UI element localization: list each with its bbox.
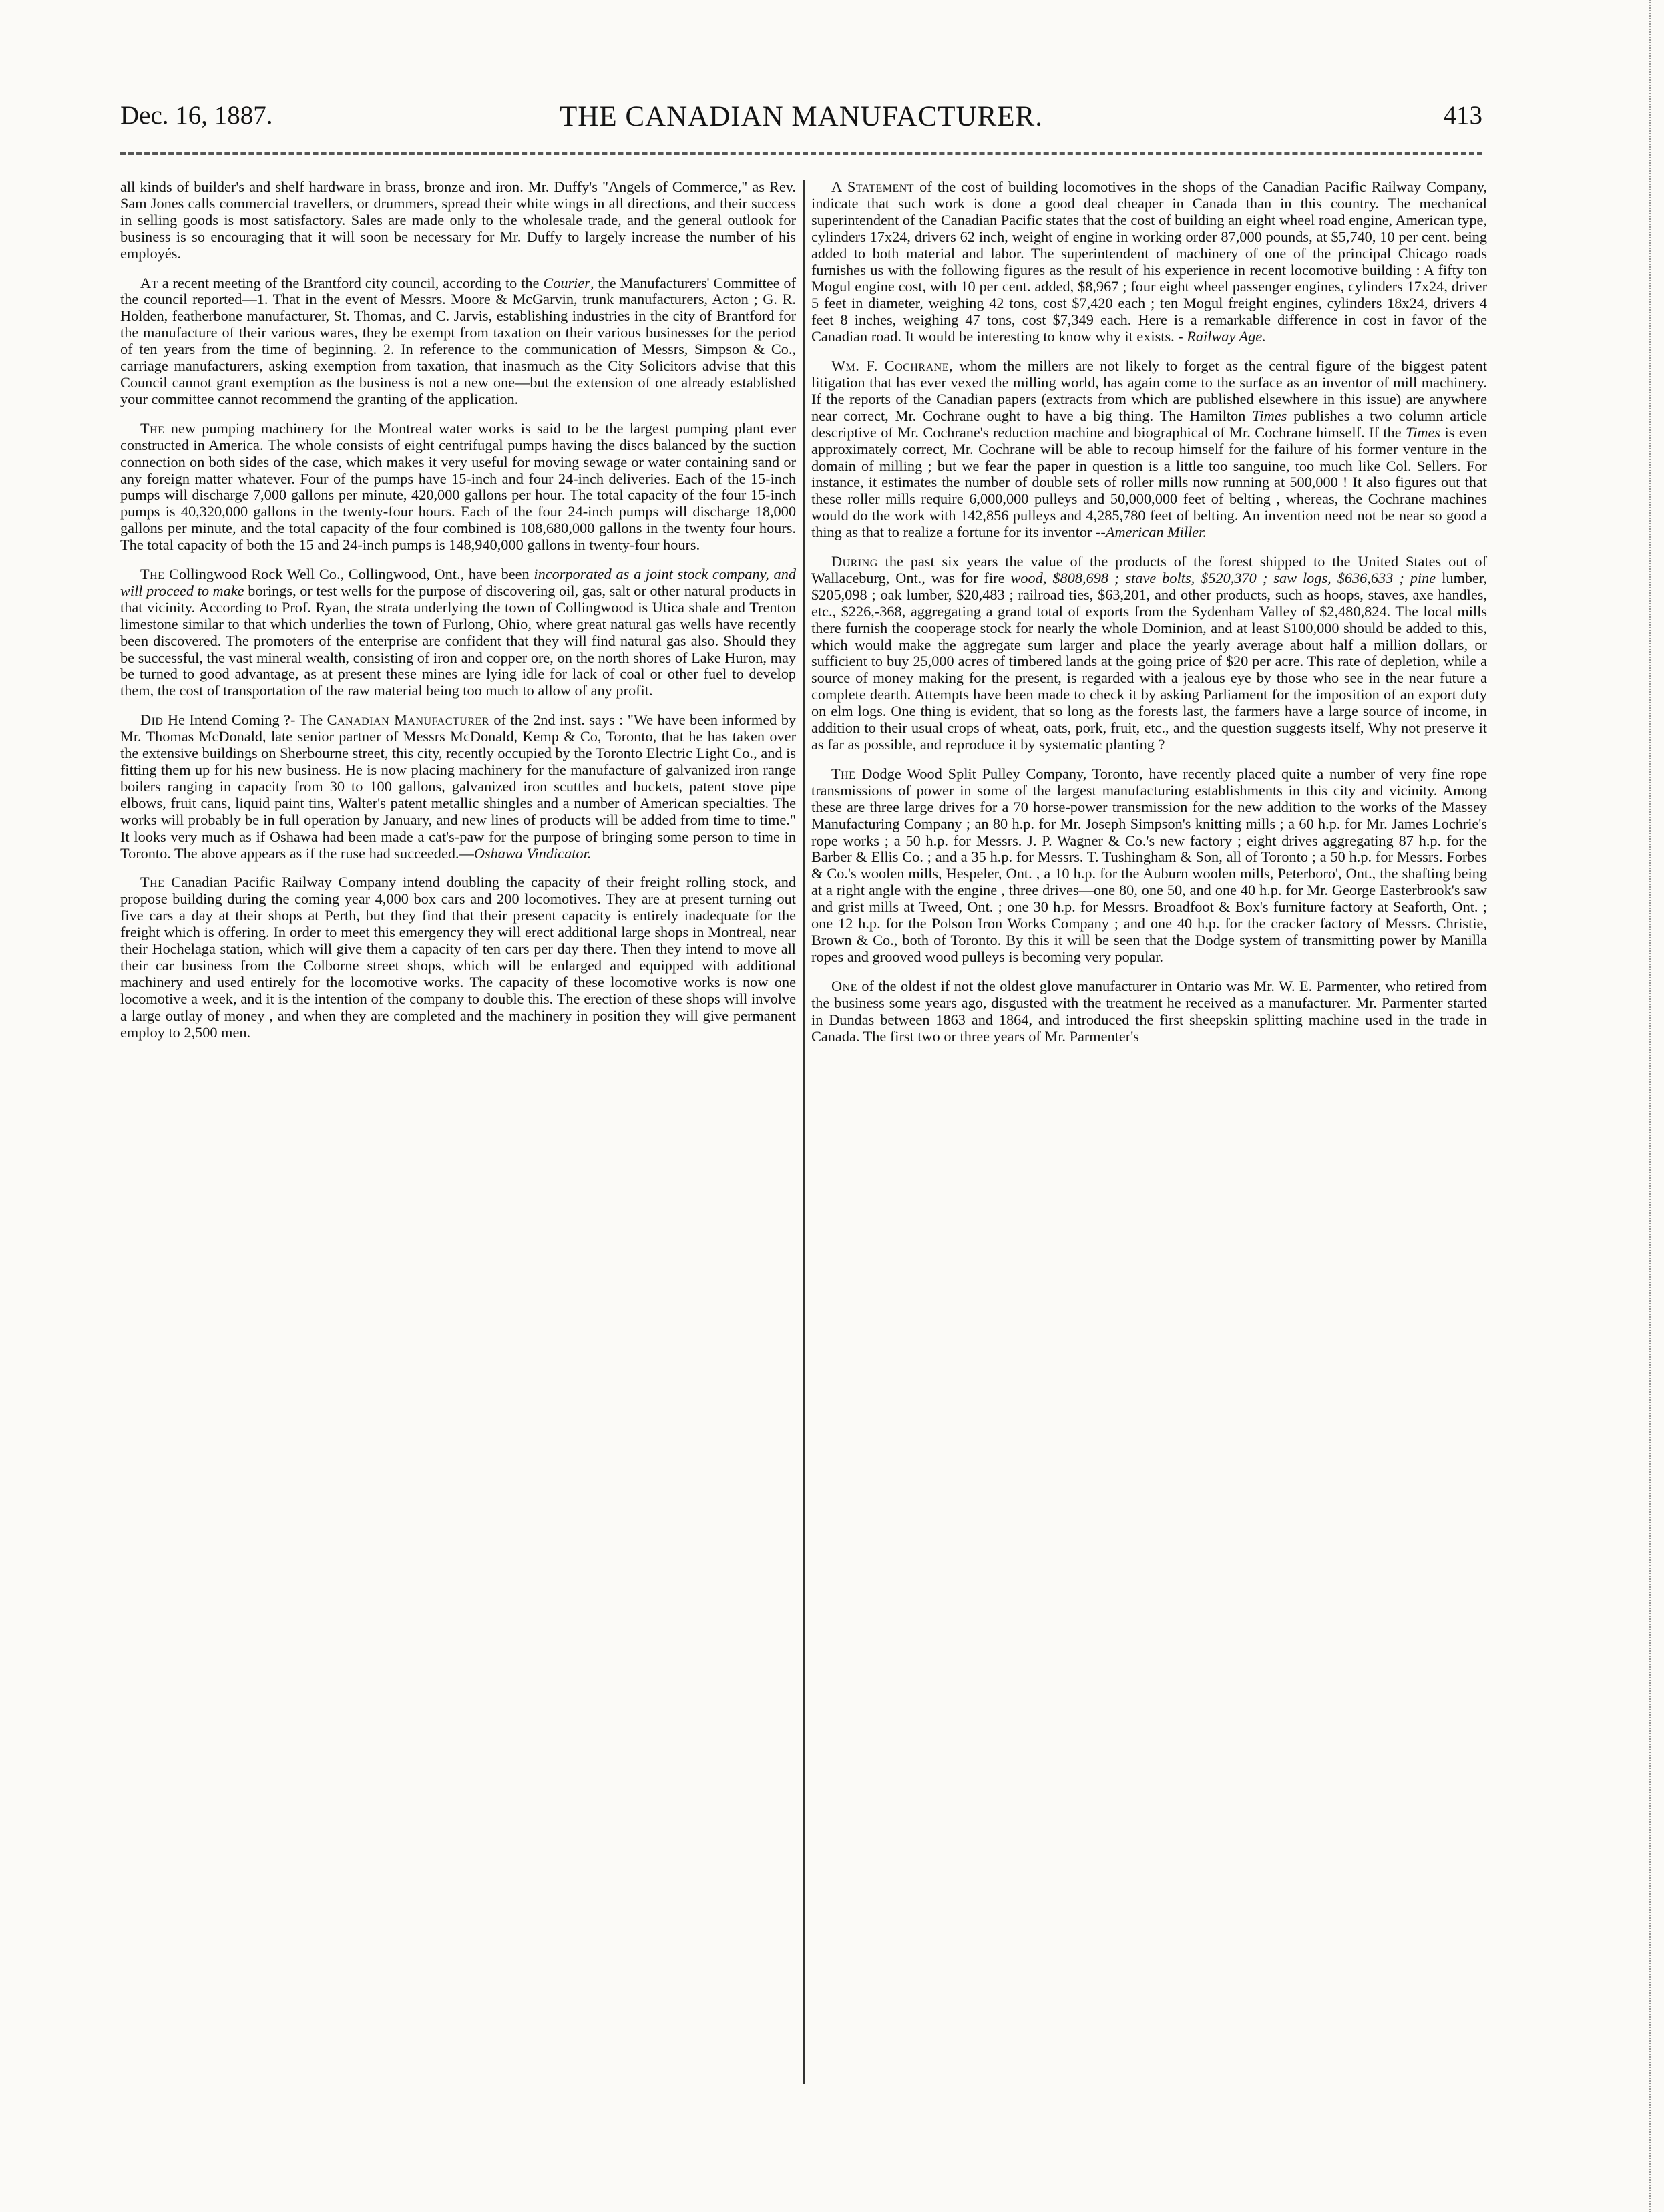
column-divider <box>803 180 805 2084</box>
lead-word: A Statement <box>831 178 915 195</box>
article-text: new pumping machinery for the Montreal water works is said to be the largest pumping plant ever constructed in America. The whole consists of eight centrifugal pumps having the discs balanced by the suction connection on both sides of the case, which makes it very useful for moving sewage or water containing sand or any foreign matter whatever. Four of the pumps have 15-inch and four 24-inch deliveries. Each of the 15-inch pumps will discharge 7,000 gallons per minute, 420,000 gallons per hour. The total capacity of the four 15-inch pumps is 40,320,000 gallons in the twenty-four hours. Each of the four 24-inch pumps will discharge 18,000 gallons per minute, and the total capacity of the four combined is 108,680,000 gallons in the twenty four hours. The total capacity of both the 15 and 24-inch pumps is 148,940,000 gallons in twenty-four hours. <box>120 419 796 554</box>
header-rule <box>120 152 1482 155</box>
left-column <box>120 179 796 1054</box>
article-collingwood-well <box>120 566 796 699</box>
article-text: lumber, $205,098 ; oak lumber, $20,483 ; railroad ties, $63,201, and other products, such as hoops, staves, axe handles, etc., $226,-368, aggregating a grand total of exports from the Sydenham Valley of $2,480,824. The local mills there furnish the cooperage stock for nearly the whole Dominion, and at least $100,000 should be added to this, which would make the aggregate sum larger and place the yearly average about half a million dollars, or sufficient to buy 25,000 acres of timbered lands at the going price of $20 per acre. This rate of depletion, while a source of money making for the present, is regarded with a jealous eye by those who see in the near future a complete dearth. Attempts have been made to check it by asking Parliament for the imposition of an export duty on elm logs. One thing is evident, that so long as the forests last, the farmers have a large source of income, in addition to their usual crops of wheat, oats, pork, fruit, etc., and the question suggests itself, Why not preserve it as far as possible, and reproduce it by systematic planting ? <box>811 569 1487 753</box>
article-brantford-council <box>120 275 796 408</box>
italic-text: incorporated as a joint stock company, and will proceed to make <box>120 566 796 599</box>
newspaper-name: Times <box>1406 423 1441 441</box>
issue-date: Dec. 16, 1887. <box>120 101 273 130</box>
article-did-he-intend <box>120 712 796 862</box>
publication-name: Canadian Manufacturer <box>327 711 489 729</box>
page-number: 413 <box>1443 101 1482 130</box>
article-text: Collingwood Rock Well Co., Collingwood, Ont., have been <box>164 566 534 583</box>
article-wallaceburg-forest <box>811 554 1487 753</box>
right-column <box>811 179 1487 1057</box>
article-parmenter <box>811 978 1487 1045</box>
page-edge-perforation <box>1649 0 1659 2212</box>
newspaper-name: Times <box>1252 407 1287 424</box>
page-header <box>120 100 1482 147</box>
article-text: publishes a two column article descriptive of Mr. Cochrane's reduction machine and biographical of Mr. Cochrane himself. If the <box>811 407 1487 441</box>
article-text: whom the millers are not likely to forget as the central figure of the biggest patent litigation that has ever vexed the milling world, has again come to the surface as an inventor of mill machinery. If the reports of the Canadian papers (extracts from which are published elsewhere in this issue) are anywhere near correct, Mr. Cochrane ought to have a big thing. The Hamilton <box>811 357 1487 424</box>
lead-word: At <box>140 274 158 291</box>
article-text: He Intend Coming ?- The <box>163 711 327 729</box>
publication-title: THE CANADIAN MANUFACTURER. <box>560 101 1043 132</box>
lead-word: The <box>140 874 165 891</box>
article-text: is even approximately correct, Mr. Cochrane will be able to recoup himself for the failure of his former venture in the domain of milling ; but we fear the paper in question is a little too sanguine, too much like Col. Sellers. For instance, it estimates the number of double sets of roller mills now running at 500,000 ! It also figures out that these roller mills require 6,000,000 pulleys and 50,000,000 feet of belting , whereas, the Cochrane machines would do the work with 142,856 pulleys and 4,285,780 feet of belting. An invention need not be near so good a thing as that to realize a fortune for its inventor -- <box>811 423 1487 541</box>
lead-word: The <box>140 566 165 583</box>
article-text: of the oldest if not the oldest glove manufacturer in Ontario was Mr. W. E. Parmenter, who retired from the business some years ago, disgusted with the treatment he received as a manufacturer. Mr. Parmenter started in Dundas between 1863 and 1864, and introduced the first sheepskin splitting machine used in the trade in Canada. The first two or three years of Mr. Parmenter's <box>811 977 1487 1045</box>
lead-word: Did <box>140 711 164 729</box>
article-text: Dodge Wood Split Pulley Company, Toronto, have recently placed quite a number of very fine rope transmissions of power in some of the largest manufacturing establishments in this city and vicinity. Among these are three large drives for a 70 horse-power transmission for the new addition to the works of the Massey Manufacturing Company ; an 80 h.p. for Mr. Joseph Simpson's knitting mills ; a 60 h.p. for Mr. James Lochrie's rope works ; a 50 h.p. for Messrs. J. P. Wagner & Co.'s new factory ; eight drives aggregating 87 h.p. for the Barber & Ellis Co. ; and a 35 h.p. for Messrs. T. Tushingham & Son, all of Toronto ; a 50 h.p. for Messrs. Forbes & Co.'s woolen mills, Hespeler, Ont. , a 10 h.p. for the Auburn woolen mills, Peterboro', Ont., the shafting being at a right angle with the engine , three drives—one 80, one 50, and one 40 h.p. for Mr. George Easterbrook's saw and grist mills at Tweed, Ont. ; one 30 h.p. for Messrs. Broadfoot & Box's furniture factory at Seaforth, Ont. ; one 12 h.p. for the Polson Iron Works Company ; and one 40 h.p. for the cracker factory of Messrs. Christie, Brown & Co., both of Toronto. By this it will be seen that the Dodge system of transmitting power by Manilla ropes and grooved wood pulleys is becoming very popular. <box>811 765 1487 965</box>
article-text: Canadian Pacific Railway Company intend doubling the capacity of their freight rolling stock, and propose building during the coming year 4,000 box cars and 200 locomotives. They are at present turning out five cars a day at their shops at Perth, but they find that their present capacity is entirely inadequate for the freight which is offering. In order to meet this emergency they will erect additional large shops in Montreal, near their Hochelaga station, which will give them a capacity of ten cars per day there. Then they intend to move all their car business from the Colborne street shops, which will be enlarged and equipped with additional machinery and used entirely for the locomotive works. The capacity of these locomotive works is now one locomotive a week, and it is the intention of the company to double this. The erection of these shops will involve a large outlay of money , and when they are completed and the machinery in position they will give permanent employ to 2,500 men. <box>120 874 796 1041</box>
article-cochrane <box>811 358 1487 541</box>
source-credit: Railway Age. <box>1187 328 1266 345</box>
lead-word: Wm. F. Cochrane, <box>831 357 954 375</box>
article-text: borings, or test wells for the purpose of discovering oil, gas, salt or other natural products in that vicinity. According to Prof. Ryan, the strata underlying the town of Collingwood is Utica shale and Trenton limestone similar to that which underlies the town of Furlong, Ohio, where great natural gas wells have recently been discovered. The promoters of the enterprise are confident that they will find natural gas also. Should they be successful, the vast mineral wealth, consisting of iron and copper ore, on the north shores of Lake Huron, may be turned to good advantage, as at present these mines are lying idle for lack of coal or other fuel to develop them, the cost of transportation of the raw material being too much to allow of any profit. <box>120 582 796 699</box>
article-text: , the Manufacturers' Committee of the council reported—1. That in the event of Messrs. Moore & McGarvin, trunk manufacturers, Acton ; G. R. Holden, featherbone manufacturer, St. Thomas, and C. Jarvis, establishing industries in the city of Brantford for the manufacture of their various wares, they be exempt from taxation on their various businesses for the period of ten years from the time of beginning. 2. In reference to the communication of Messrs, Simpson & Co., carriage manufacturers, asking exemption from taxation, that inasmuch as the City Solicitors advise that this Council cannot grant exemption as the business is not a new one—but the extension of one already established your committee cannot recommend the granting of the application. <box>120 274 796 407</box>
article-duffy-continued: all kinds of builder's and shelf hardware in brass, bronze and iron. Mr. Duffy's "Angels of Commerce," as Rev. Sam Jones calls commercial travellers, or drummers, spread their white wings in all directions, and their success in selling goods is most satisfactory. Sales are made only to the wholesale trade, and the general outlook for business is so encouraging that it will soon be necessary for Mr. Duffy to largely increase the number of his employés. <box>120 178 796 262</box>
lead-word: One <box>831 977 857 994</box>
source-credit: American Miller. <box>1105 524 1207 541</box>
lead-word: The <box>831 765 856 782</box>
italic-text: wood, $808,698 ; stave bolts, $520,370 ; saw logs, $636,633 ; pine <box>1010 569 1436 586</box>
article-text: the past six years the value of the products of the forest shipped to the United States out of Wallaceburg, Ont., was for fire <box>811 553 1487 586</box>
article-dodge-pulley <box>811 766 1487 966</box>
article-locomotive-cost <box>811 179 1487 345</box>
lead-word: The <box>140 419 165 437</box>
article-text: a recent meeting of the Brantford city council, according to the <box>158 274 544 291</box>
newspaper-name: Courier <box>543 274 590 291</box>
source-credit: Oshawa Vindicator. <box>473 844 592 862</box>
article-montreal-pumping <box>120 421 796 554</box>
lead-word: During <box>831 553 878 570</box>
article-cpr-rolling-stock <box>120 874 796 1041</box>
article-text: of the cost of building locomotives in the shops of the Canadian Pacific Railway Company, indicate that such work is done a good deal cheaper in Canada than in this country. The mechanical superintendent of the Canadian Pacific states that the cost of building an eight wheel road engine, American type, cylinders 17x24, drivers 62 inch, weight of engine in working order 87,000 pounds, at $5,740, 10 per cent. being added to both material and labor. The superintendent of machinery of one of the principal Chicago roads furnishes us with the following figures as the result of his experience in recent locomotive building : A fifty ton Mogul engine cost, with 10 per cent. added, $8,967 ; four eight wheel passenger engines, cylinders 17x24, driver 5 feet in diameter, weighing 42 tons, cost $7,420 each ; ten Mogul freight engines, cylinders 18x24, drivers 4 feet 8 inches, weighing 47 tons, cost $7,349 each. Here is a remarkable difference in cost in favor of the Canadian road. It would be interesting to know why it exists. - <box>811 178 1487 345</box>
article-text: of the 2nd inst. says : "We have been informed by Mr. Thomas McDonald, late senior partner of Messrs McDonald, Kemp & Co, Toronto, that he has taken over the extensive buildings on Sherbourne street, this city, recently occupied by the Toronto Electric Light Co., and is fitting them up for his new business. He is now placing machinery for the manufacture of galvanized iron range boilers ranging in capacity from 30 to 100 gallons, galvanized iron scuttles and buckets, patent stove pipe elbows, fruit cans, liquid paint tins, Walter's patent metallic shingles and a number of American specialties. The works will probably be in full operation by January, and new lines of products will be added from time to time." It looks very much as if Oshawa had been made a cat's-paw for the purpose of bringing some person to time in Toronto. The above appears as if the ruse had succeeded.— <box>120 711 796 862</box>
